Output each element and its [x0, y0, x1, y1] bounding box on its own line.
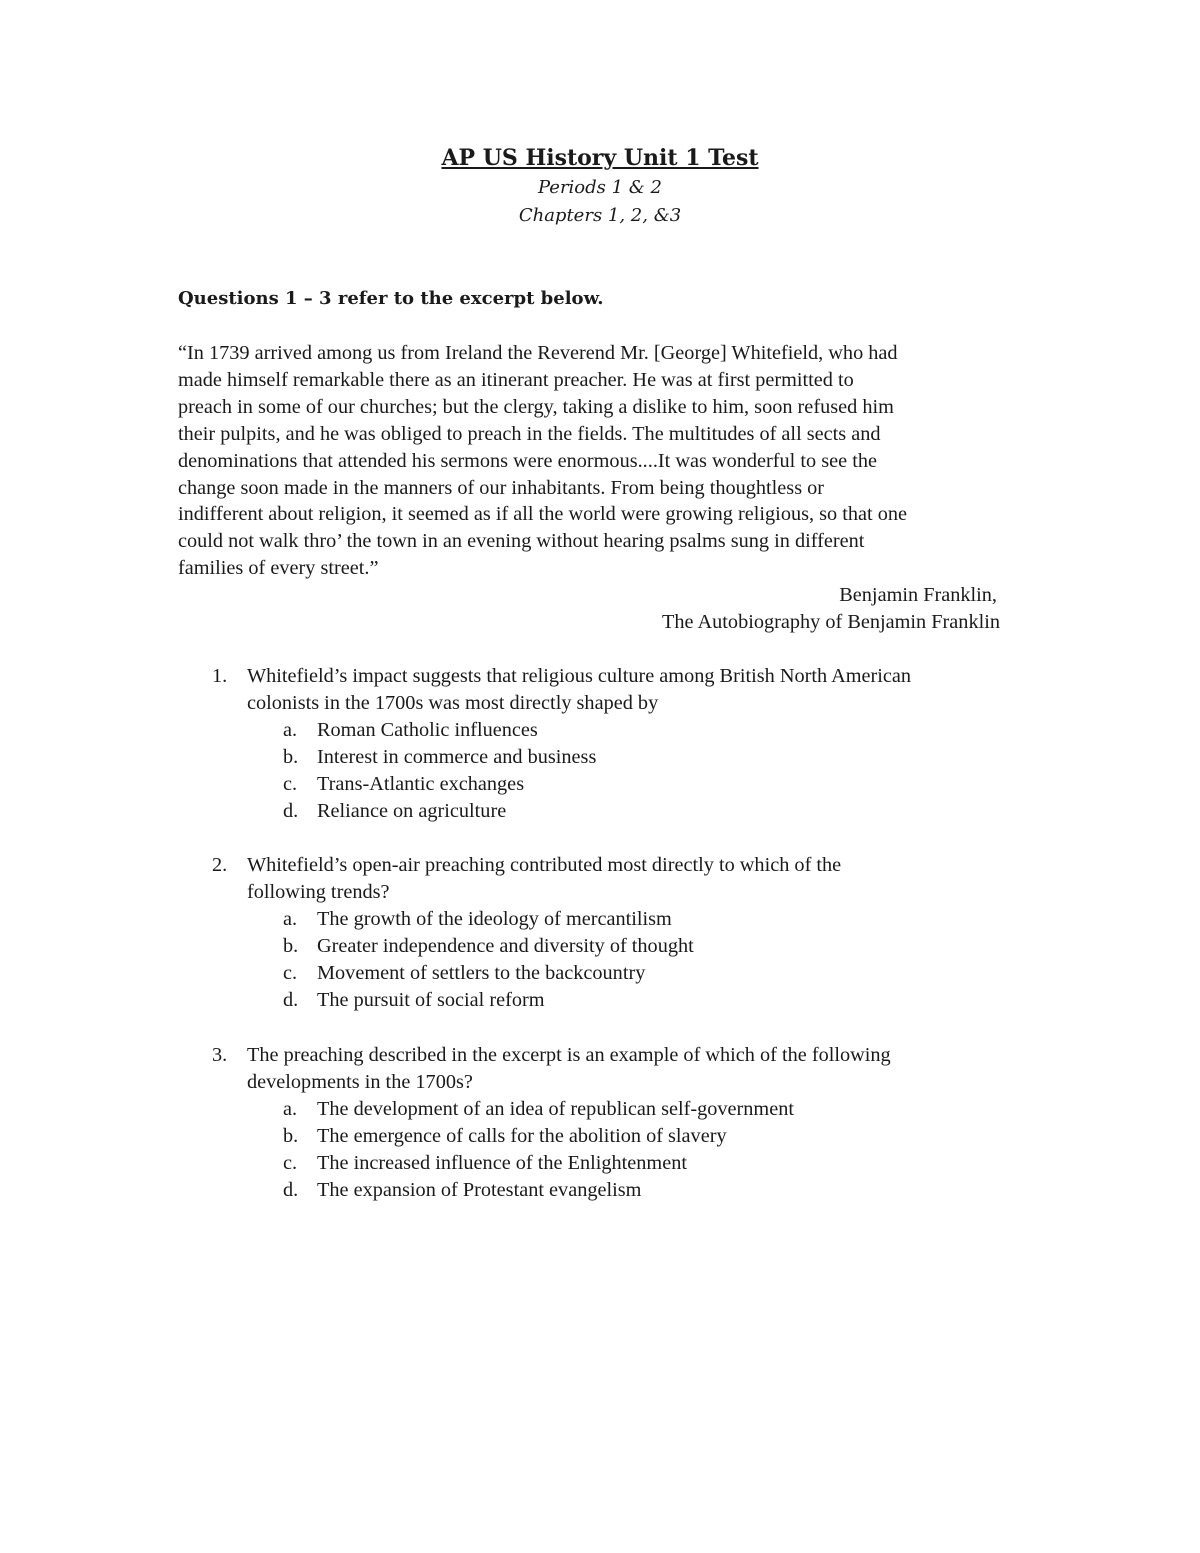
excerpt-quote — [178, 340, 1028, 582]
excerpt-line: made himself remarkable there as an itinerant preacher. He was at first permitted to — [178, 368, 854, 391]
attribution-author: Benjamin Franklin, — [839, 584, 997, 606]
option-text: The development of an idea of republican self-government — [317, 1098, 794, 1120]
option-letter: d. — [283, 989, 299, 1011]
question-text — [247, 1042, 1042, 1096]
question-2 — [212, 852, 1042, 1014]
question-number: 2. — [212, 854, 228, 876]
question-number: 3. — [212, 1044, 228, 1066]
attribution-source: The Autobiography of Benjamin Franklin — [662, 611, 1000, 633]
option-letter: b. — [283, 1125, 299, 1147]
answer-option-d — [212, 1177, 1042, 1204]
answer-option-d — [212, 987, 1042, 1014]
option-text: The growth of the ideology of mercantilism — [317, 908, 672, 930]
question-3 — [212, 1042, 1042, 1204]
answer-option-c — [212, 1150, 1042, 1177]
option-letter: a. — [283, 908, 298, 930]
option-text: Interest in commerce and business — [317, 746, 597, 768]
option-text: Trans-Atlantic exchanges — [317, 773, 525, 795]
option-letter: d. — [283, 1179, 299, 1201]
answer-option-a — [212, 717, 1042, 744]
excerpt-attribution — [662, 582, 1000, 636]
option-text: Roman Catholic influences — [317, 719, 538, 741]
question-line: Whitefield’s impact suggests that religious culture among British North American — [247, 665, 912, 687]
excerpt-line: could not walk thro’ the town in an evening without hearing psalms sung in different — [178, 530, 865, 553]
question-text — [247, 852, 1042, 906]
option-letter: c. — [283, 962, 298, 984]
option-letter: b. — [283, 935, 299, 957]
question-line: The preaching described in the excerpt is an example of which of the following — [247, 1044, 891, 1066]
option-text: The expansion of Protestant evangelism — [317, 1179, 642, 1201]
option-text: The pursuit of social reform — [317, 989, 545, 1011]
page-title: AP US History Unit 1 Test — [441, 145, 759, 171]
excerpt-line: preach in some of our churches; but the clergy, taking a dislike to him, soon refused him — [178, 395, 894, 418]
answer-option-b — [212, 1123, 1042, 1150]
option-letter: a. — [283, 1098, 298, 1120]
question-line: Whitefield’s open-air preaching contributed most directly to which of the — [247, 854, 842, 876]
option-letter: c. — [283, 1152, 298, 1174]
option-text: The increased influence of the Enlightenment — [317, 1152, 687, 1174]
option-text: The emergence of calls for the abolition of slavery — [317, 1125, 727, 1147]
option-letter: a. — [283, 719, 298, 741]
option-text: Reliance on agriculture — [317, 800, 507, 822]
answer-options — [212, 717, 1042, 825]
chapters-subtitle: Chapters 1, 2, &3 — [518, 205, 682, 226]
questions-instructions: Questions 1 – 3 refer to the excerpt below. — [178, 288, 604, 309]
excerpt-line: indifferent about religion, it seemed as if all the world were growing religious, so that one — [178, 503, 907, 526]
question-line: developments in the 1700s? — [247, 1071, 473, 1093]
answer-options — [212, 1096, 1042, 1204]
option-text: Greater independence and diversity of thought — [317, 935, 694, 957]
excerpt-line: their pulpits, and he was obliged to preach in the fields. The multitudes of all sects and — [178, 422, 881, 445]
answer-option-a — [212, 906, 1042, 933]
option-letter: d. — [283, 800, 299, 822]
answer-option-a — [212, 1096, 1042, 1123]
answer-option-b — [212, 933, 1042, 960]
excerpt-line: “In 1739 arrived among us from Ireland the Reverend Mr. [George] Whitefield, who had — [178, 342, 898, 364]
answer-option-c — [212, 771, 1042, 798]
question-1 — [212, 663, 1042, 825]
option-letter: b. — [283, 746, 299, 768]
periods-subtitle: Periods 1 & 2 — [537, 177, 662, 198]
option-text: Movement of settlers to the backcountry — [317, 962, 646, 984]
answer-option-b — [212, 744, 1042, 771]
excerpt-line: denominations that attended his sermons were enormous....It was wonderful to see the — [178, 449, 877, 472]
question-number: 1. — [212, 665, 228, 687]
question-line: following trends? — [247, 881, 390, 903]
excerpt-line: change soon made in the manners of our inhabitants. From being thoughtless or — [178, 476, 825, 499]
answer-option-c — [212, 960, 1042, 987]
question-line: colonists in the 1700s was most directly shaped by — [247, 692, 659, 714]
option-letter: c. — [283, 773, 298, 795]
question-text — [247, 663, 1042, 717]
answer-option-d — [212, 798, 1042, 825]
excerpt-line: families of every street.” — [178, 557, 379, 580]
document-header — [0, 142, 1200, 230]
answer-options — [212, 906, 1042, 1014]
